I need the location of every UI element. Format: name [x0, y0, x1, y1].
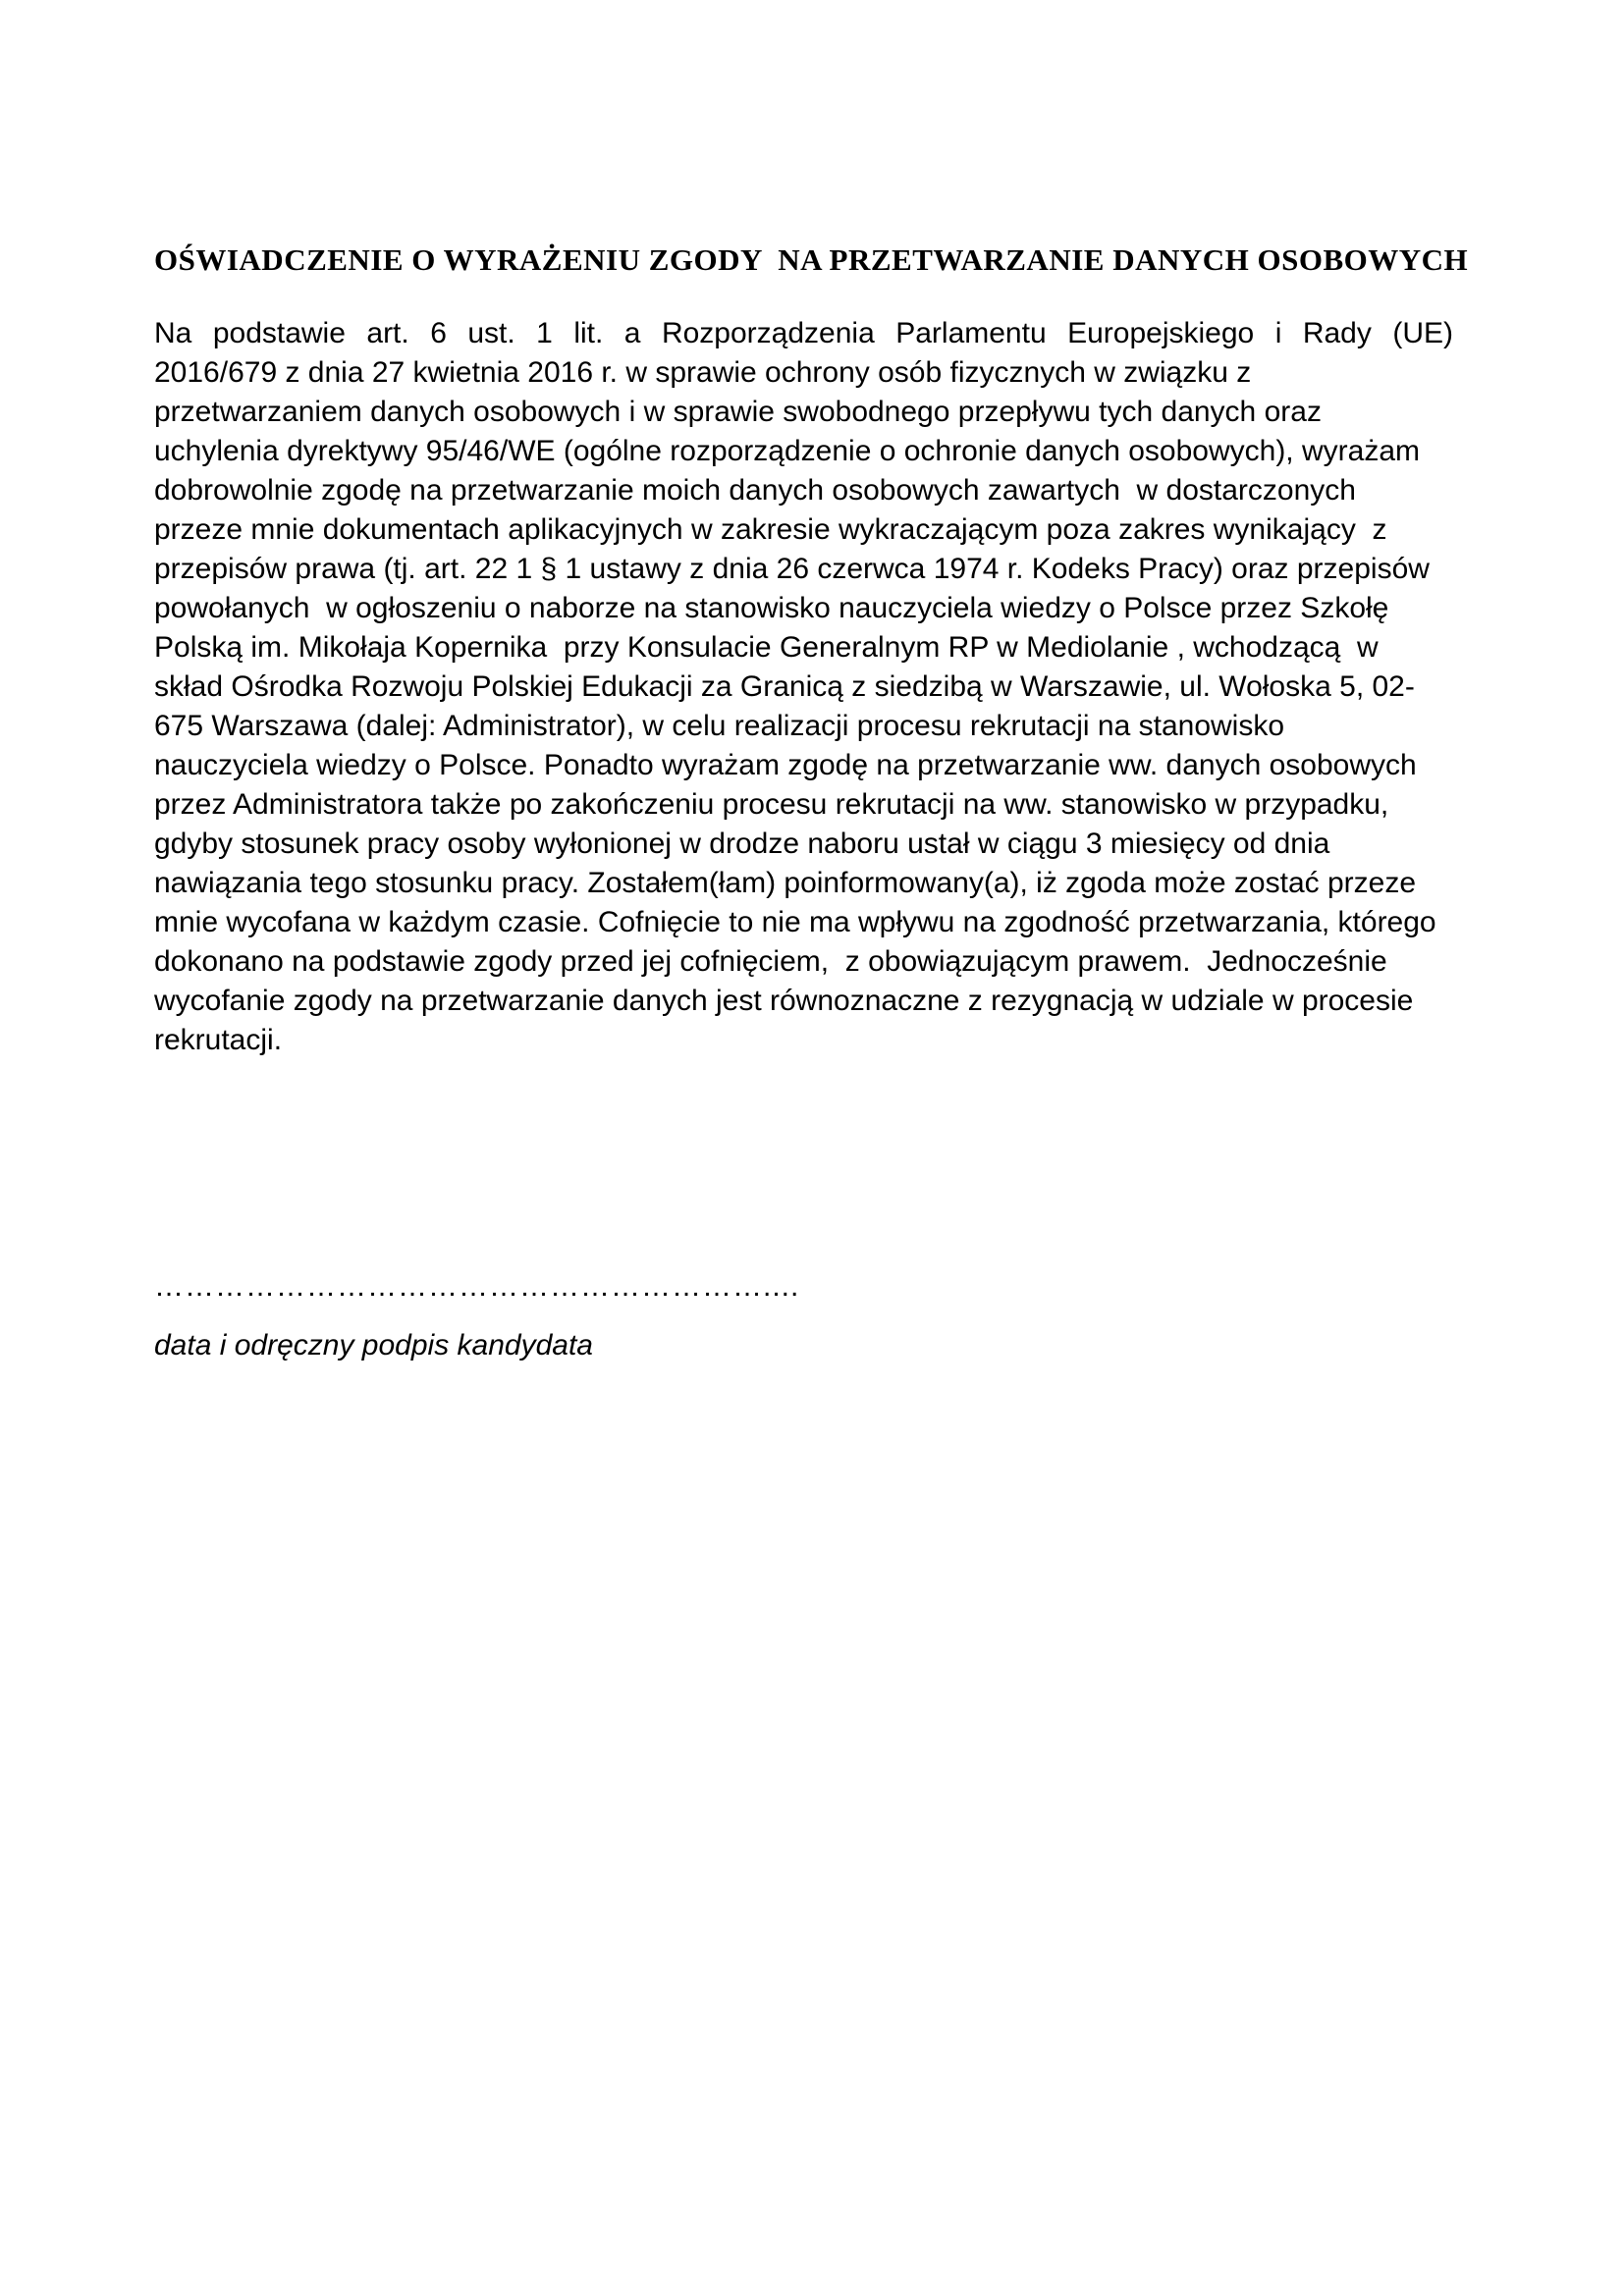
- paragraph-line: 675 Warszawa (dalej: Administrator), w celu realizacji procesu rekrutacji na stanowisko: [154, 710, 1285, 742]
- signature-dotted-line: ……………………………………………………....: [154, 1270, 800, 1303]
- paragraph-line: dobrowolnie zgodę na przetwarzanie moich danych osobowych zawartych w dostarczonych: [154, 474, 1356, 507]
- paragraph-line: 2016/679 z dnia 27 kwietnia 2016 r. w sprawie ochrony osób fizycznych w związku z: [154, 356, 1252, 389]
- paragraph-line: przetwarzaniem danych osobowych i w sprawie swobodnego przepływu tych danych oraz: [154, 396, 1322, 428]
- paragraph-line: dokonano na podstawie zgody przed jej cofnięciem, z obowiązującym prawem. Jednocześnie: [154, 945, 1387, 978]
- paragraph-line: skład Ośrodka Rozwoju Polskiej Edukacji za Granicą z siedzibą w Warszawie, ul. Wołoska 5, 02-: [154, 670, 1415, 703]
- paragraph-line: rekrutacji.: [154, 1024, 283, 1056]
- paragraph-line: powołanych w ogłoszeniu o naborze na stanowisko nauczyciela wiedzy o Polsce przez Szkołę: [154, 592, 1389, 624]
- paragraph-line: wycofanie zgody na przetwarzanie danych jest równoznaczne z rezygnacją w udziale w procesie: [154, 985, 1414, 1017]
- paragraph-line: Polską im. Mikołaja Kopernika przy Konsulacie Generalnym RP w Mediolanie , wchodzącą w: [154, 631, 1379, 664]
- paragraph-line: gdyby stosunek pracy osoby wyłonionej w drodze naboru ustał w ciągu 3 miesięcy od dnia: [154, 828, 1330, 860]
- paragraph-line: Na podstawie art. 6 ust. 1 lit. a Rozporządzenia Parlamentu Europejskiego i Rady (UE): [154, 317, 1453, 349]
- consent-paragraph: [154, 314, 1453, 1060]
- paragraph-line: uchylenia dyrektywy 95/46/WE (ogólne rozporządzenie o ochronie danych osobowych), wyrażam: [154, 435, 1420, 467]
- paragraph-line: nawiązania tego stosunku pracy. Zostałem(łam) poinformowany(a), iż zgoda może zostać przeze: [154, 867, 1417, 899]
- paragraph-line: mnie wycofana w każdym czasie. Cofnięcie to nie ma wpływu na zgodność przetwarzania, którego: [154, 906, 1436, 938]
- paragraph-line: przeze mnie dokumentach aplikacyjnych w zakresie wykraczającym poza zakres wynikający z: [154, 513, 1387, 546]
- paragraph-line: przez Administratora także po zakończeniu procesu rekrutacji na ww. stanowisko w przypadku,: [154, 788, 1389, 821]
- signature-caption: data i odręczny podpis kandydata: [154, 1329, 593, 1362]
- document-title: OŚWIADCZENIE O WYRAŻENIU ZGODY NA PRZETWARZANIE DANYCH OSOBOWYCH: [154, 242, 1469, 277]
- paragraph-line: nauczyciela wiedzy o Polsce. Ponadto wyrażam zgodę na przetwarzanie ww. danych osobowych: [154, 749, 1417, 781]
- paragraph-line: przepisów prawa (tj. art. 22 1 § 1 ustawy z dnia 26 czerwca 1974 r. Kodeks Pracy) oraz przepisów: [154, 553, 1430, 585]
